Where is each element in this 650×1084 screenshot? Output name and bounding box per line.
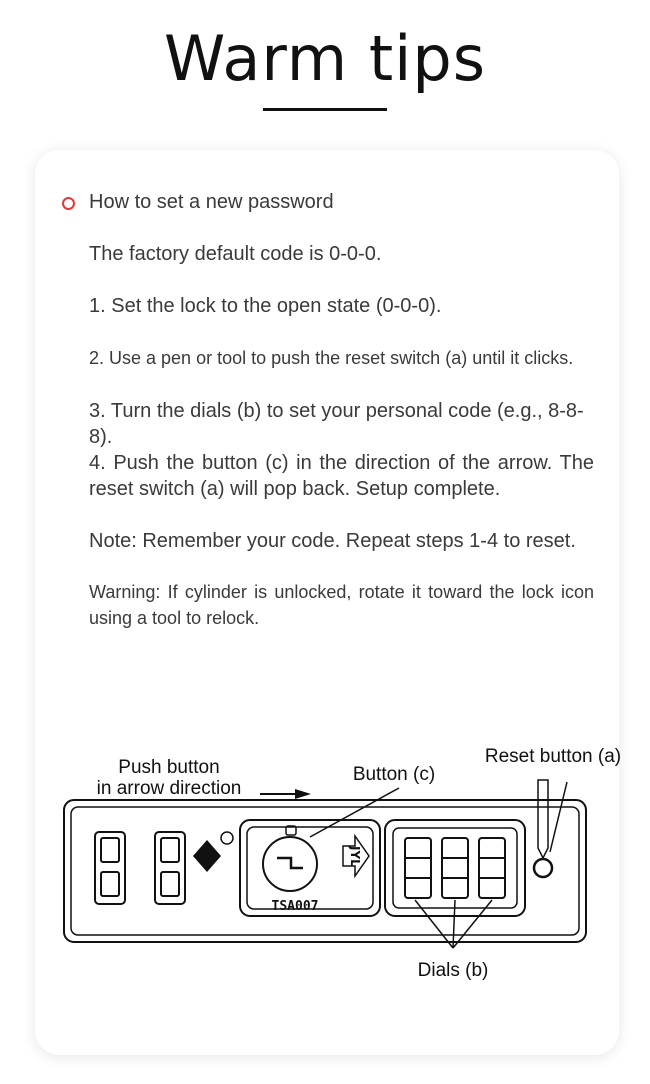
label-push-line1: Push button xyxy=(118,757,220,778)
warning-text: Warning: If cylinder is unlocked, rotate it toward the lock icon using a tool to relock. xyxy=(89,582,594,628)
label-button-c: Button (c) xyxy=(352,764,436,785)
bullet-circle-icon xyxy=(62,197,75,210)
registered-mark-icon xyxy=(221,832,233,844)
note-text: Note: Remember your code. Repeat steps 1-4 to reset. xyxy=(89,530,576,552)
label-reset-a: Reset button (a) xyxy=(484,746,622,767)
cylinder-text: TSA007 xyxy=(271,899,319,914)
push-direction-arrow xyxy=(260,789,311,799)
title-underline xyxy=(263,108,387,111)
label-push-line2: in arrow direction xyxy=(96,778,242,799)
strap-slot-right xyxy=(155,832,185,904)
strap-slot-left xyxy=(95,832,125,904)
step-1: 1. Set the lock to the open state (0-0-0). xyxy=(89,295,442,317)
tsa-diamond-icon xyxy=(193,840,221,872)
lock-body xyxy=(64,800,586,942)
section-heading: How to set a new password xyxy=(89,191,334,213)
reset-button-a xyxy=(534,859,552,877)
dial-2 xyxy=(442,838,468,898)
page-title: Warm tips xyxy=(163,22,487,95)
label-dials-b: Dials (b) xyxy=(417,960,489,981)
step-4: 4. Push the button (c) in the direction of the arrow. The reset switch (a) will pop back. Setup complete. xyxy=(89,452,594,500)
step-2: 2. Use a pen or tool to push the reset switch (a) until it clicks. xyxy=(89,348,574,368)
default-code-text: The factory default code is 0-0-0. xyxy=(89,243,382,265)
dial-3 xyxy=(479,838,505,898)
reset-pin-tool xyxy=(538,780,548,858)
step-3: 3. Turn the dials (b) to set your personal code (e.g., 8-8-8). xyxy=(89,400,584,448)
brand-text: JYL xyxy=(348,846,362,867)
dial-1 xyxy=(405,838,431,898)
lock-diagram xyxy=(55,740,635,990)
